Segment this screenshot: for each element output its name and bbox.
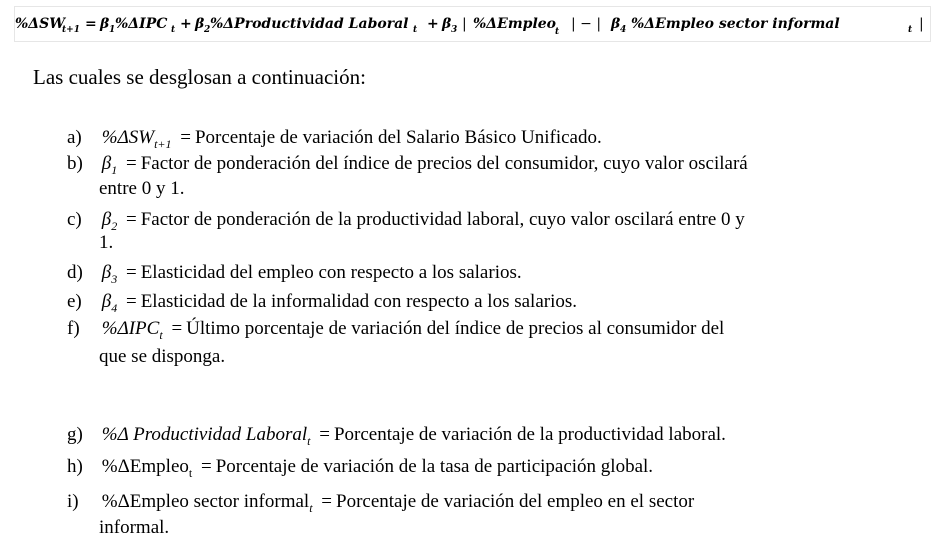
item-text: Factor de ponderación del índice de precios del consumidor, cuyo valor oscilará — [140, 153, 748, 174]
formula-lhs: %ΔSW — [15, 16, 65, 32]
item-label: d) — [67, 262, 83, 283]
formula-b2: β — [195, 16, 205, 32]
formula-t4-sub: t — [908, 25, 913, 35]
item-label: e) — [67, 291, 82, 312]
item-symbol-sub: 1 — [111, 163, 118, 177]
formula-plus1: + — [180, 16, 192, 32]
list-item-f — [67, 318, 724, 346]
item-b-continuation: entre 0 y 1. — [99, 178, 185, 199]
formula-t3: %ΔEmpleo — [473, 16, 557, 32]
item-text: Elasticidad del empleo con respecto a los salarios. — [140, 262, 522, 283]
item-c-continuation: 1. — [99, 232, 114, 253]
formula-t1-sub: t — [171, 25, 176, 35]
list-item-e — [67, 291, 577, 319]
item-symbol: %ΔEmpleo sector informal — [101, 491, 310, 512]
formula-bar1: | — [462, 16, 467, 32]
formula-t2: %ΔProductividad Laboral — [210, 16, 409, 32]
formula-minus: | − | — [571, 16, 602, 32]
list-item-h — [67, 456, 653, 484]
formula-t2-sub: t — [413, 25, 418, 35]
item-symbol-sub: 2 — [111, 219, 118, 233]
item-text: Porcentaje de variación de la tasa de participación global. — [215, 456, 654, 477]
item-equals: = — [201, 456, 212, 477]
list-item-c — [67, 209, 745, 237]
item-equals: = — [125, 209, 137, 230]
formula-plus2: + — [427, 16, 439, 32]
item-equals: = — [180, 127, 191, 148]
list-item-d — [67, 262, 522, 290]
item-text: Factor de ponderación de la productividad laboral, cuyo valor oscilará entre 0 y — [140, 209, 745, 230]
formula-t1: %ΔIPC — [115, 16, 168, 32]
item-text: Último porcentaje de variación del índice de precios al consumidor del — [186, 318, 725, 339]
item-label: h) — [67, 456, 83, 477]
formula-b3: β — [442, 16, 452, 32]
item-equals: = — [321, 491, 332, 512]
intro-text: Las cuales se desglosan a continuación: — [33, 65, 366, 89]
formula-b4-sub: 4 — [620, 25, 627, 35]
formula-b1: β — [100, 16, 110, 32]
item-text: Elasticidad de la informalidad con respecto a los salarios. — [140, 291, 578, 312]
item-label: b) — [67, 153, 83, 174]
formula-bar-end: | — [919, 16, 924, 32]
item-label: i) — [67, 491, 79, 512]
item-f-continuation: que se disponga. — [99, 346, 226, 367]
item-symbol-sub: t+1 — [154, 137, 172, 151]
item-symbol: β — [101, 209, 112, 230]
item-symbol: %Δ Productividad Laboral — [101, 424, 308, 445]
formula-b3-sub: 3 — [451, 25, 458, 35]
formula-equation — [15, 7, 930, 41]
item-text: Porcentaje de variación de la productividad laboral. — [333, 424, 726, 445]
formula-eq: = — [85, 16, 97, 32]
item-symbol: β — [101, 291, 112, 312]
formula-box — [14, 6, 931, 42]
item-label: c) — [67, 209, 82, 230]
formula-b2-sub: 2 — [204, 25, 211, 35]
item-label: f) — [67, 318, 80, 339]
item-symbol: %ΔIPC — [101, 318, 160, 339]
list-item-g — [67, 424, 726, 452]
item-text: Porcentaje de variación del Salario Básico Unificado. — [194, 127, 602, 148]
item-equals: = — [171, 318, 183, 339]
item-symbol: %ΔEmpleo — [101, 456, 189, 477]
item-symbol-sub: t — [188, 466, 193, 480]
item-symbol-sub: t — [309, 501, 313, 515]
item-symbol-sub: 3 — [111, 272, 118, 286]
list-item-a — [67, 127, 602, 155]
item-equals: = — [319, 424, 330, 445]
formula-b1-sub: 1 — [109, 25, 116, 35]
formula-t3-sub: t — [555, 27, 560, 37]
item-symbol-sub: t — [159, 328, 163, 342]
item-label: g) — [67, 424, 83, 445]
item-symbol: %ΔSW — [101, 127, 155, 148]
item-equals: = — [125, 262, 137, 283]
item-equals: = — [125, 153, 137, 174]
item-symbol: β — [101, 262, 112, 283]
item-symbol-sub: t — [307, 434, 311, 448]
item-label: a) — [67, 127, 82, 148]
list-item-i — [67, 491, 694, 519]
item-text: Porcentaje de variación del empleo en el sector — [336, 491, 695, 512]
item-equals: = — [125, 291, 137, 312]
item-i-continuation: informal. — [99, 517, 170, 538]
formula-t4: %ΔEmpleo sector informal — [631, 16, 840, 32]
formula-b4: β — [611, 16, 621, 32]
item-symbol: β — [101, 153, 112, 174]
formula-lhs-sub: t+1 — [62, 25, 80, 35]
item-symbol-sub: 4 — [111, 301, 118, 315]
list-item-b — [67, 153, 748, 181]
